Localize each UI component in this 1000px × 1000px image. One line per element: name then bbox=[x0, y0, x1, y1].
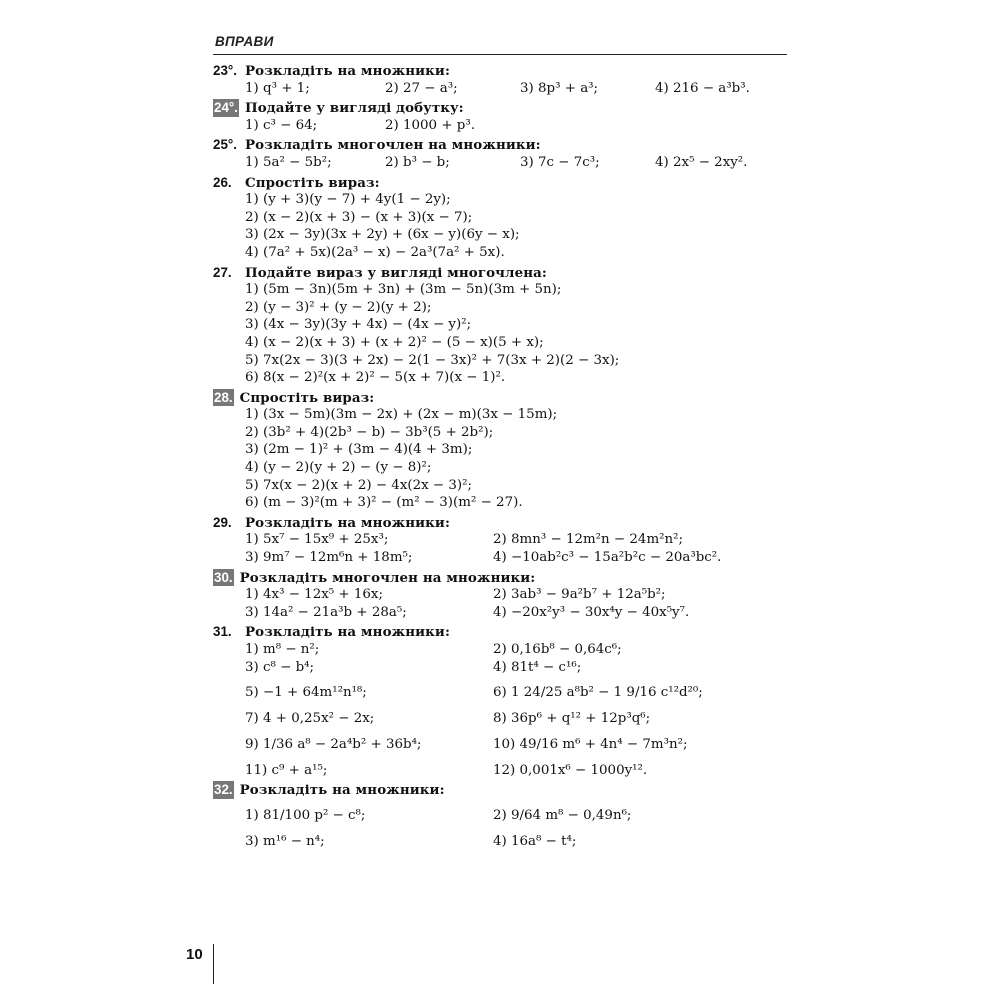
exercise-title: Спростіть вираз: bbox=[239, 389, 375, 406]
exercise-heading bbox=[213, 569, 803, 587]
exercise-row bbox=[245, 531, 803, 549]
section-title: ВПРАВИ bbox=[215, 34, 274, 49]
exercise-item: 3) 14a² − 21a³b + 28a⁵; bbox=[245, 604, 407, 620]
exercise-title: Подайте у вигляді добутку: bbox=[244, 100, 464, 117]
exercise-number: 23°. bbox=[213, 63, 237, 78]
exercise-item: 1) 5x⁷ − 15x⁹ + 25x³; bbox=[245, 532, 389, 548]
exercise-heading bbox=[213, 781, 803, 799]
exercise-item: 1) m⁸ − n²; bbox=[245, 642, 320, 657]
exercise bbox=[213, 174, 803, 264]
exercise-number: 31. bbox=[213, 624, 232, 640]
exercise-heading bbox=[213, 514, 803, 532]
exercise-item: 7) 4 + 0,25x² − 2x; bbox=[245, 711, 375, 727]
exercise-item: 3) m¹⁶ − n⁴; bbox=[245, 833, 325, 849]
exercise bbox=[213, 514, 803, 569]
exercise-item: 5) −1 + 64m¹²n¹⁸; bbox=[245, 685, 367, 701]
exercise-row bbox=[245, 676, 803, 710]
exercise-number: 28. bbox=[214, 389, 233, 405]
page-header bbox=[213, 34, 787, 55]
exercise-item: 3) 7c − 7c³; bbox=[520, 154, 600, 170]
exercise-item: 2) (3b² + 4)(2b³ − b) − 3b³(5 + 2b²); bbox=[245, 424, 494, 440]
exercise bbox=[213, 136, 803, 173]
exercise-item: 5) 7x(2x − 3)(3 + 2x) − 2(1 − 3x)² + 7(3x + 2)(2 − 3x); bbox=[245, 352, 620, 368]
exercise-item: 4) (7a² + 5x)(2a³ − x) − 2a³(7a² + 5x). bbox=[245, 244, 505, 260]
exercise-item: 6) 8(x − 2)²(x + 2)² − 5(x + 7)(x − 1)². bbox=[245, 370, 506, 386]
exercise-item: 3) c⁸ − b⁴; bbox=[245, 659, 315, 675]
exercise-item: 4) 2x⁵ − 2xy². bbox=[655, 154, 748, 170]
exercise bbox=[213, 99, 803, 136]
exercise-item: 2) 9/64 m⁸ − 0,49n⁶; bbox=[493, 807, 632, 823]
exercise-title: Розкладіть на множники: bbox=[245, 624, 450, 641]
exercise-item: 1) c³ − 64; bbox=[245, 117, 318, 133]
exercise-item: 2) b³ − b; bbox=[385, 154, 450, 170]
exercise-item: 1) (y + 3)(y − 7) + 4y(1 − 2y); bbox=[245, 192, 451, 208]
exercise-item: 3) (2x − 3y)(3x + 2y) + (6x − y)(6y − x); bbox=[245, 227, 520, 243]
exercise bbox=[213, 62, 803, 99]
exercise-item: 6) (m − 3)²(m + 3)² − (m² − 3)(m² − 27). bbox=[245, 495, 523, 511]
page-number: 10 bbox=[186, 946, 203, 963]
exercise-item: 12) 0,001x⁶ − 1000y¹². bbox=[493, 762, 648, 778]
exercise bbox=[213, 623, 803, 781]
exercise-item: 2) 0,16b⁸ − 0,64c⁶; bbox=[493, 642, 622, 657]
exercise bbox=[213, 389, 803, 514]
exercise-item: 2) (y − 3)² + (y − 2)(y + 2); bbox=[245, 299, 432, 315]
exercise-number: 25°. bbox=[213, 137, 237, 153]
exercise-item: 4) (x − 2)(x + 3) + (x + 2)² − (5 − x)(5 + x); bbox=[245, 334, 544, 350]
exercise-row bbox=[245, 728, 803, 762]
exercise-item: 4) 16a⁸ − t⁴; bbox=[493, 833, 577, 849]
exercise-title: Спростіть вираз: bbox=[245, 174, 380, 191]
exercise bbox=[213, 569, 803, 624]
footer-rule bbox=[213, 944, 214, 984]
exercise-title: Розкладіть многочлен на множники: bbox=[239, 569, 536, 586]
exercise-row bbox=[245, 604, 803, 622]
exercise-item: 1) 81/100 p² − c⁸; bbox=[245, 807, 366, 823]
exercise-item: 1) 5a² − 5b²; bbox=[245, 154, 332, 170]
exercise-item: 3) 8p³ + a³; bbox=[520, 80, 599, 96]
exercise-item: 3) 9m⁷ − 12m⁶n + 18m⁵; bbox=[245, 550, 413, 566]
exercise-item: 5) 7x(x − 2)(x + 2) − 4x(2x − 3)²; bbox=[245, 477, 473, 493]
exercise-row bbox=[245, 799, 803, 833]
exercise-item: 8) 36p⁶ + q¹² + 12p³q⁶; bbox=[493, 711, 651, 727]
exercise-item: 6) 1 24/25 a⁸b² − 1 9/16 c¹²d²⁰; bbox=[493, 685, 703, 701]
exercise-item: 4) −10ab²c³ − 15a²b²c − 20a³bc². bbox=[493, 550, 722, 566]
exercise-title: Подайте вираз у вигляді многочлена: bbox=[245, 264, 547, 281]
exercise-title: Розкладіть на множники: bbox=[239, 782, 445, 799]
exercise-heading bbox=[213, 174, 803, 192]
exercise-heading bbox=[213, 136, 803, 154]
exercise-item: 1) (5m − 3n)(5m + 3n) + (3m − 5n)(3m + 5n); bbox=[245, 282, 562, 298]
exercise-item: 4) (y − 2)(y + 2) − (y − 8)²; bbox=[245, 460, 432, 476]
exercise bbox=[213, 264, 803, 389]
exercise-item: 4) 216 − a³b³. bbox=[655, 80, 750, 96]
exercise-item: 3) (2m − 1)² + (3m − 4)(4 + 3m); bbox=[245, 442, 473, 458]
exercise-number: 30. bbox=[214, 569, 233, 585]
exercise-item: 1) (3x − 5m)(3m − 2x) + (2x − m)(3x − 15m); bbox=[245, 407, 558, 423]
exercise-item: 9) 1/36 a⁸ − 2a⁴b² + 36b⁴; bbox=[245, 736, 422, 752]
exercise-title: Розкладіть на множники: bbox=[245, 63, 450, 79]
exercise-item: 2) 27 − a³; bbox=[385, 80, 458, 96]
exercise-row bbox=[245, 586, 803, 604]
exercise-heading bbox=[213, 264, 803, 282]
exercise-item: 1) 4x³ − 12x⁵ + 16x; bbox=[245, 587, 383, 603]
exercise-item: 1) q³ + 1; bbox=[245, 80, 310, 96]
exercise-row bbox=[245, 154, 803, 172]
exercise-number: 24°. bbox=[214, 100, 238, 116]
exercise-number: 29. bbox=[213, 514, 232, 530]
exercise-list bbox=[213, 62, 803, 853]
exercise-row bbox=[245, 549, 803, 567]
exercise-row bbox=[245, 80, 803, 98]
exercise-title: Розкладіть многочлен на множники: bbox=[245, 137, 541, 154]
exercise-item: 4) −20x²y³ − 30x⁴y − 40x⁵y⁷. bbox=[493, 604, 690, 620]
exercise-item: 2) 3ab³ − 9a²b⁷ + 12a⁵b²; bbox=[493, 587, 666, 603]
exercise-row bbox=[245, 833, 803, 851]
exercise-heading bbox=[213, 99, 803, 117]
exercise-item: 11) c⁹ + a¹⁵; bbox=[245, 762, 328, 778]
exercise-item: 3) (4x − 3y)(3y + 4x) − (4x − y)²; bbox=[245, 317, 472, 333]
exercise-number: 27. bbox=[213, 264, 232, 280]
exercise-number: 32. bbox=[214, 782, 233, 798]
exercise-heading bbox=[213, 389, 803, 407]
exercise-item: 4) 81t⁴ − c¹⁶; bbox=[493, 659, 582, 675]
exercise-row bbox=[245, 641, 803, 659]
exercise-heading bbox=[213, 623, 803, 641]
exercise bbox=[213, 781, 803, 852]
exercise-row bbox=[245, 117, 803, 135]
exercise-row bbox=[245, 659, 803, 677]
exercise-title: Розкладіть на множники: bbox=[245, 514, 450, 531]
exercise-row bbox=[245, 710, 803, 728]
exercise-item: 10) 49/16 m⁶ + 4n⁴ − 7m³n²; bbox=[493, 736, 688, 752]
exercise-item: 2) 1000 + p³. bbox=[385, 117, 476, 133]
exercise-item: 2) 8mn³ − 12m²n − 24m²n²; bbox=[493, 532, 684, 548]
exercise-number: 26. bbox=[213, 174, 232, 190]
exercise-row bbox=[245, 762, 803, 780]
exercise-item: 2) (x − 2)(x + 3) − (x + 3)(x − 7); bbox=[245, 209, 473, 225]
exercise-heading bbox=[213, 62, 803, 80]
